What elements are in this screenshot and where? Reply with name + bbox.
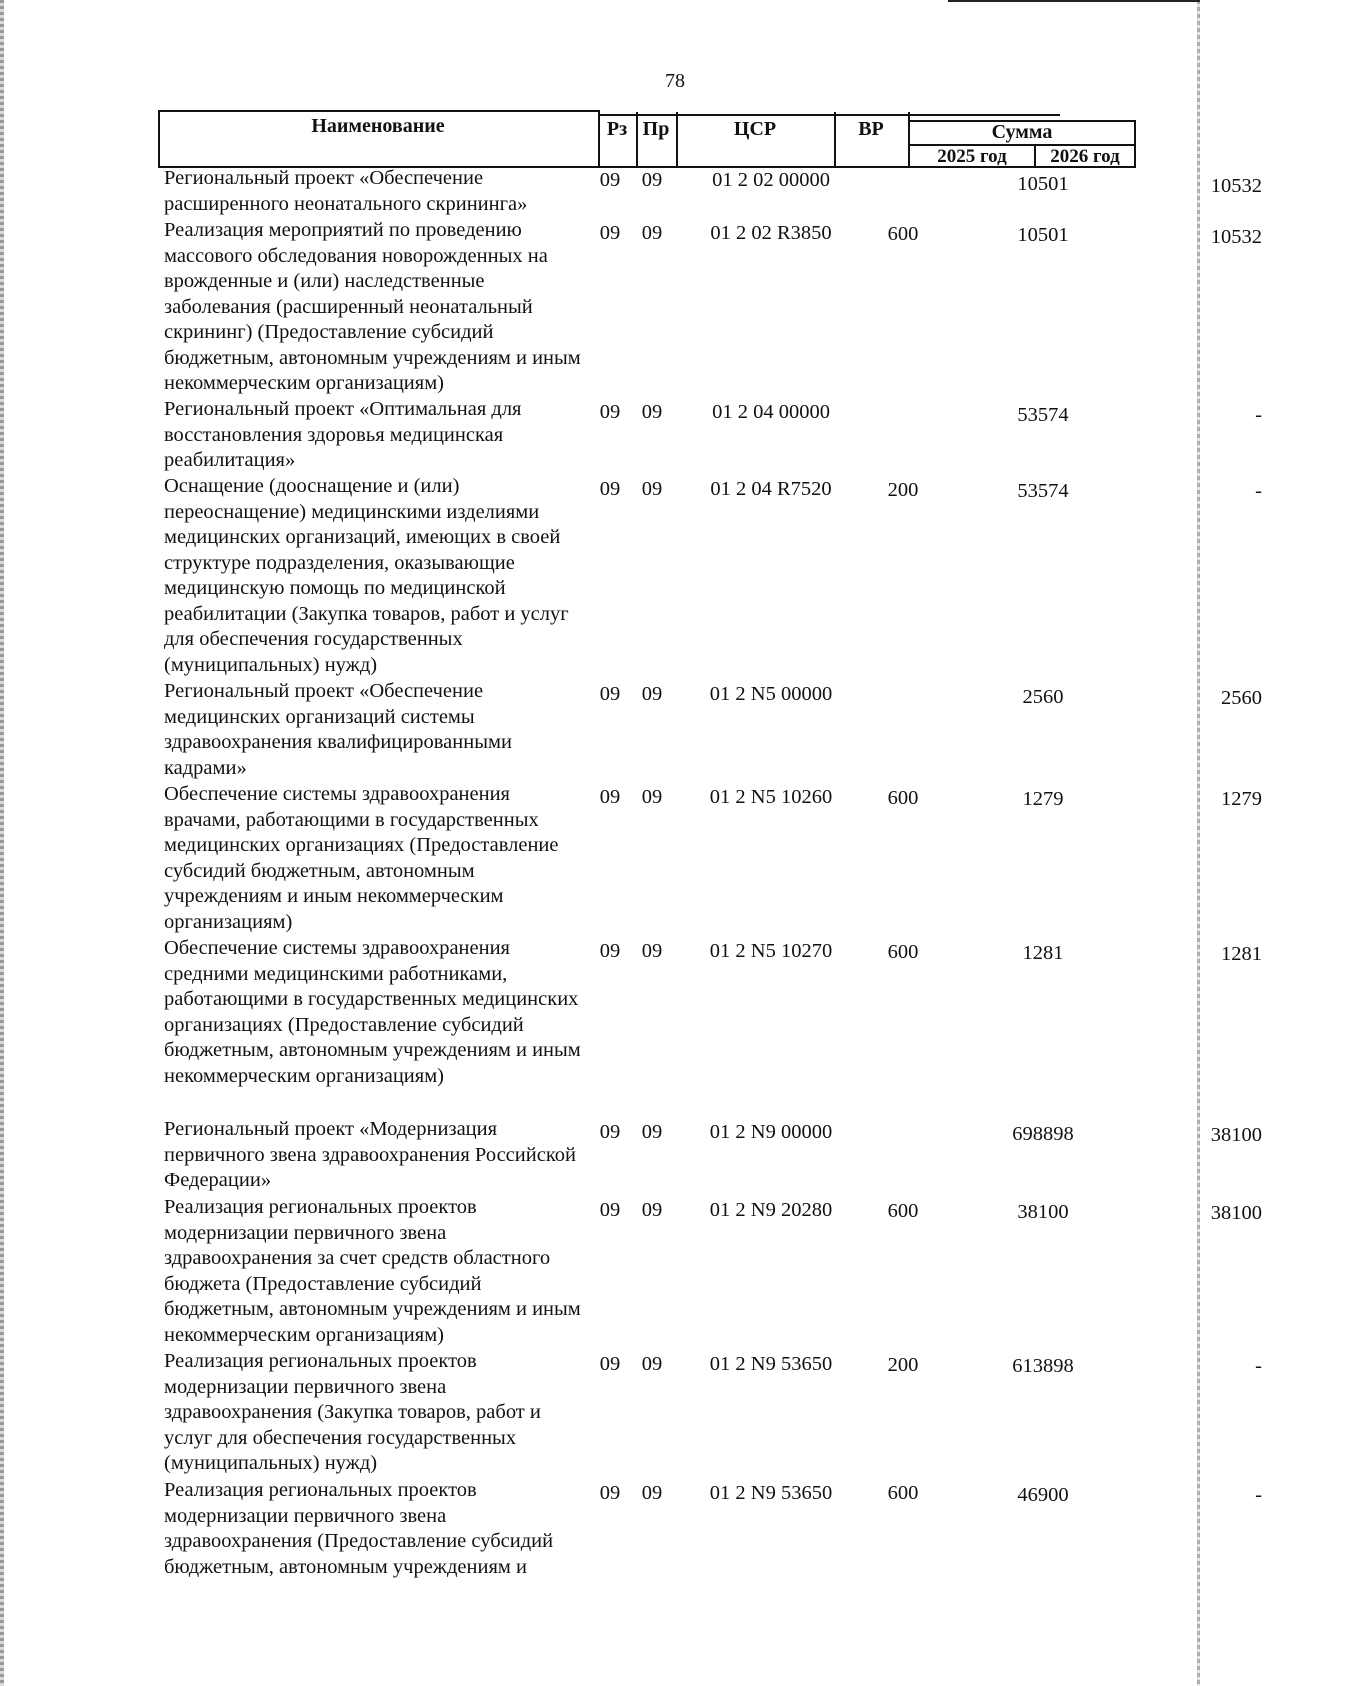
row-name: Региональный проект «Модернизация первичного звена здравоохранения Российской Федерации»: [164, 1118, 576, 1191]
row-vr: 200: [887, 1354, 919, 1376]
table-header: [158, 110, 1136, 168]
row-sum-2026: 10532: [1210, 226, 1262, 248]
row-csr: 01 2 N5 00000: [709, 683, 833, 705]
row-sum-2025: 53574: [1017, 480, 1069, 502]
row-pr: 09: [641, 478, 663, 500]
row-name: Региональный проект «Обеспечение медицинских организаций системы здравоохранения квалифицированными кадрами»: [164, 680, 512, 779]
row-sum-2025: 698898: [1012, 1123, 1074, 1145]
row-csr: 01 2 N5 10270: [709, 940, 833, 962]
row-sum-2026: 10532: [1210, 175, 1262, 197]
row-pr: 09: [641, 683, 663, 705]
row-sum-2025: 10501: [1017, 224, 1069, 246]
row-sum-2026: -: [1255, 404, 1262, 426]
row-sum-2026: -: [1255, 480, 1262, 502]
scan-top-line: [948, 0, 1200, 2]
row-vr: 600: [887, 787, 919, 809]
row-name: Обеспечение системы здравоохранения врачами, работающими в государственных медицинских организациях (Предоставление субсидий бюджетным, автономным учреждениям и иным некоммерческим организациям): [164, 783, 559, 933]
header-csr: ЦСР: [733, 118, 777, 140]
header-name: Наименование: [311, 115, 445, 137]
row-rz: 09: [599, 169, 621, 191]
row-sum-2025: 10501: [1017, 173, 1069, 195]
row-pr: 09: [641, 940, 663, 962]
row-pr: 09: [641, 222, 663, 244]
row-rz: 09: [599, 1482, 621, 1504]
scan-edge-left: [0, 0, 4, 1686]
row-csr: 01 2 N9 53650: [709, 1482, 833, 1504]
row-pr: 09: [641, 1353, 663, 1375]
row-rz: 09: [599, 478, 621, 500]
row-pr: 09: [641, 1199, 663, 1221]
row-csr: 01 2 04 00000: [712, 401, 830, 423]
row-csr: 01 2 02 R3850: [710, 222, 832, 244]
row-pr: 09: [641, 1121, 663, 1143]
row-sum-2025: 46900: [1017, 1484, 1069, 1506]
row-csr: 01 2 N5 10260: [709, 786, 833, 808]
row-rz: 09: [599, 1353, 621, 1375]
row-sum-2026: 1281: [1221, 943, 1262, 965]
row-csr: 01 2 02 00000: [712, 169, 830, 191]
row-vr: 600: [887, 1482, 919, 1504]
row-sum-2026: 38100: [1210, 1202, 1262, 1224]
header-year-2025: 2025 год: [937, 146, 1007, 167]
scan-edge-right: [1197, 0, 1200, 1686]
row-vr: 600: [887, 1200, 919, 1222]
row-name: Реализация региональных проектов модернизации первичного звена здравоохранения за счет средств областного бюджета (Предоставление субсидий бюджетным, автономным учреждениям и иным некоммерческим организациям): [164, 1196, 581, 1346]
row-csr: 01 2 04 R7520: [710, 478, 832, 500]
row-name: Реализация региональных проектов модернизации первичного звена здравоохранения (Предоставление субсидий бюджетным, автономным учреждениям и: [164, 1479, 554, 1578]
header-rz: Рз: [606, 118, 628, 140]
row-rz: 09: [599, 683, 621, 705]
header-vr: ВР: [858, 118, 884, 140]
row-rz: 09: [599, 940, 621, 962]
header-sum: Сумма: [991, 121, 1053, 143]
row-pr: 09: [641, 401, 663, 423]
row-name: Региональный проект «Обеспечение расширенного неонатального скрининга»: [164, 167, 528, 215]
row-vr: 200: [887, 479, 919, 501]
row-sum-2025: 2560: [1022, 686, 1064, 708]
row-name: Реализация региональных проектов модернизации первичного звена здравоохранения (Закупка товаров, работ и услуг для обеспечения государственных (муниципальных) нужд): [164, 1350, 541, 1474]
row-sum-2025: 53574: [1017, 404, 1069, 426]
row-vr: 600: [887, 941, 919, 963]
row-name: Обеспечение системы здравоохранения средними медицинскими работниками, работающими в государственных медицинских организациях (Предоставление субсидий бюджетным, автономным учреждениям и иным некоммерческим организациям): [164, 937, 581, 1087]
row-rz: 09: [599, 786, 621, 808]
row-sum-2026: -: [1255, 1484, 1262, 1506]
row-name: Оснащение (дооснащение и (или) переоснащение) медицинскими изделиями медицинских организаций, имеющих в своей структуре подразделения, оказывающие медицинскую помощь по медицинской реабилитации (Закупка товаров, работ и услуг для обеспечения государственных (муниципальных) нужд): [164, 475, 569, 676]
row-csr: 01 2 N9 53650: [709, 1353, 833, 1375]
row-rz: 09: [599, 1121, 621, 1143]
row-name: Реализация мероприятий по проведению массового обследования новорожденных на врожденные и (или) наследственные заболевания (расширенный неонатальный скрининг) (Предоставление субсидий бюджетным, автономным учреждениям и иным некоммерческим организациям): [164, 219, 581, 394]
row-sum-2025: 38100: [1017, 1201, 1069, 1223]
row-sum-2026: 1279: [1221, 788, 1262, 810]
row-pr: 09: [641, 786, 663, 808]
row-sum-2026: 38100: [1210, 1124, 1262, 1146]
header-top-border-mid: [598, 114, 1060, 116]
page-number: 78: [665, 70, 685, 92]
row-csr: 01 2 N9 20280: [709, 1199, 833, 1221]
header-pr: Пр: [642, 118, 670, 140]
row-sum-2026: 2560: [1221, 687, 1262, 709]
row-vr: 600: [887, 223, 919, 245]
row-sum-2025: 1279: [1022, 788, 1064, 810]
header-col-line-7: [1134, 120, 1136, 168]
row-pr: 09: [641, 169, 663, 191]
header-top-border-left: [158, 110, 598, 112]
row-name: Региональный проект «Оптимальная для восстановления здоровья медицинская реабилитация»: [164, 398, 522, 471]
row-rz: 09: [599, 1199, 621, 1221]
row-pr: 09: [641, 1482, 663, 1504]
row-rz: 09: [599, 401, 621, 423]
row-csr: 01 2 N9 00000: [709, 1121, 833, 1143]
row-sum-2025: 1281: [1022, 942, 1064, 964]
header-year-2026: 2026 год: [1050, 146, 1120, 167]
row-sum-2026: -: [1255, 1355, 1262, 1377]
row-rz: 09: [599, 222, 621, 244]
row-sum-2025: 613898: [1012, 1355, 1074, 1377]
